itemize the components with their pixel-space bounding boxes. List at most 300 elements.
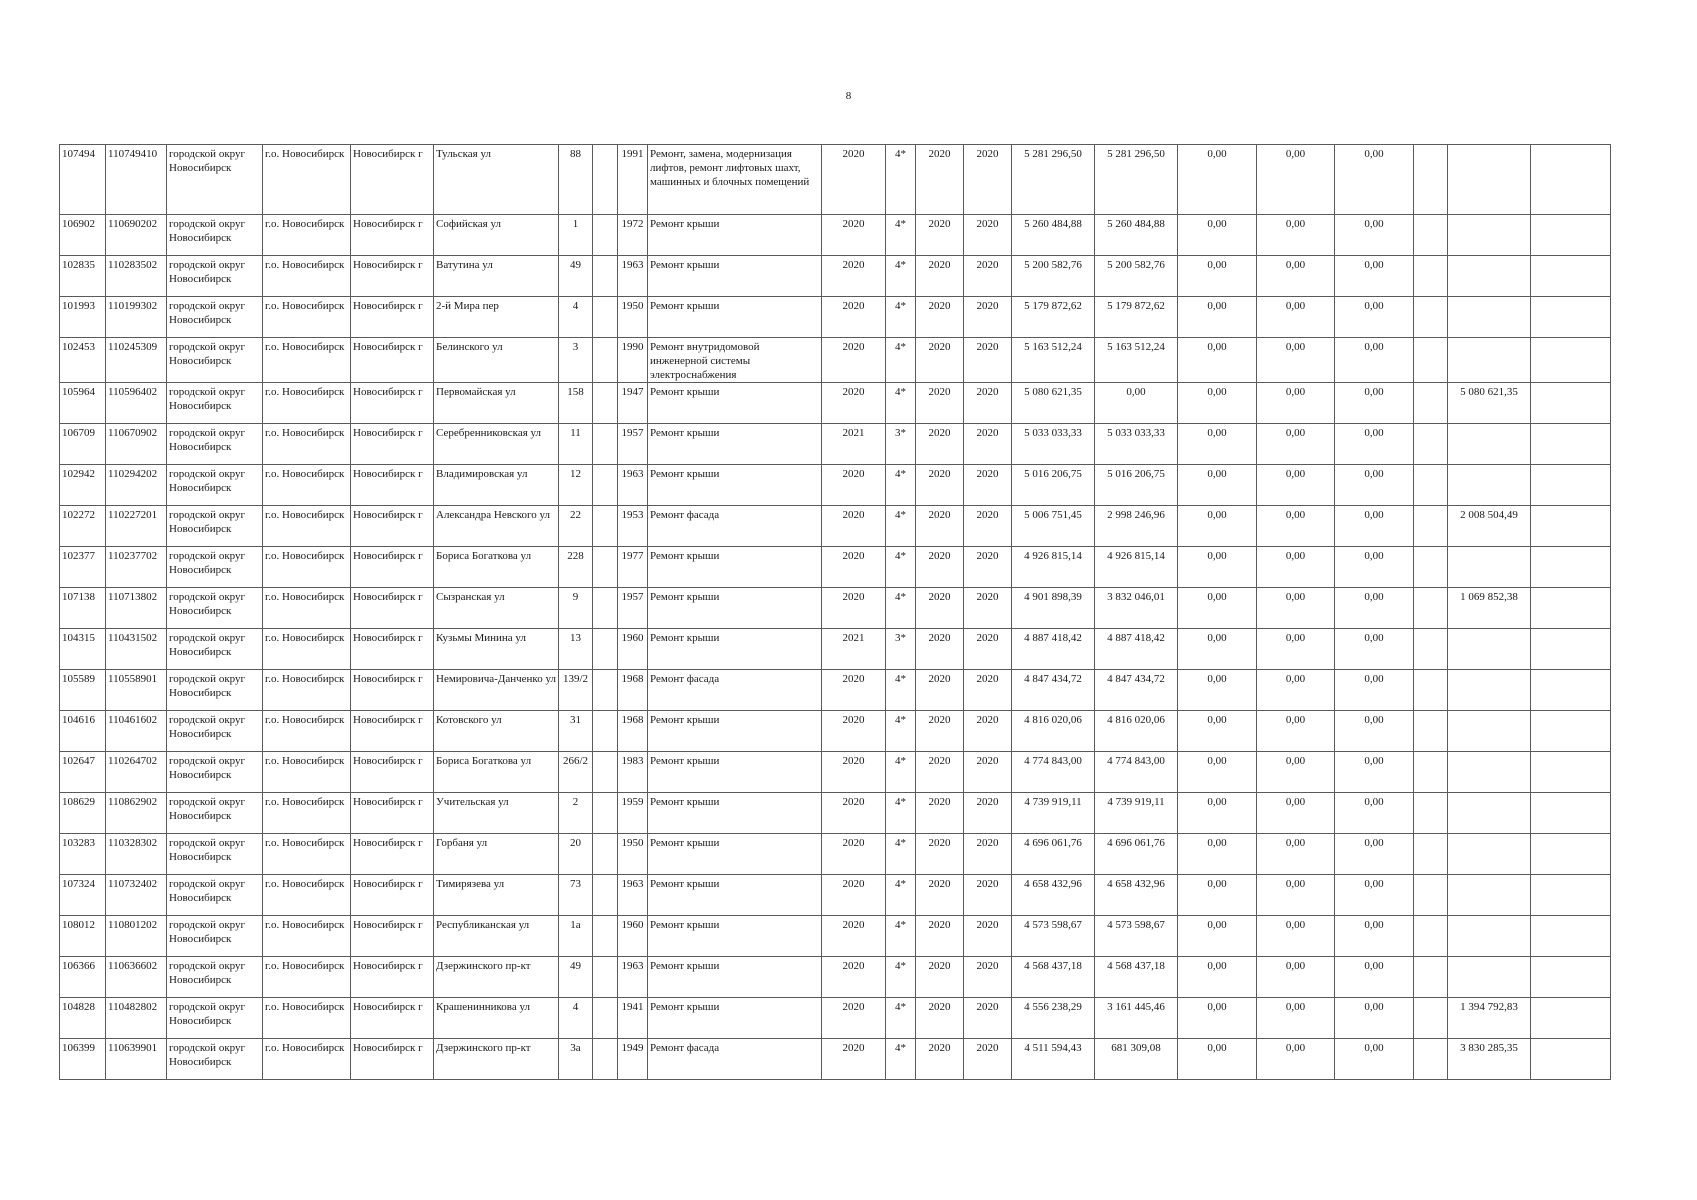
- object-code-cell: 110596402: [106, 383, 167, 424]
- budget-share-3-cell: 0,00: [1335, 256, 1414, 297]
- object-code-cell: 110713802: [106, 588, 167, 629]
- repair-work-type-cell: Ремонт крыши: [648, 957, 822, 998]
- street-cell: Бориса Богаткова ул: [434, 547, 559, 588]
- table-row: [60, 629, 1611, 670]
- empty-cell: [1531, 383, 1611, 424]
- municipal-district-cell: городской округ Новосибирск: [167, 711, 263, 752]
- period-to-cell: 2020: [964, 588, 1012, 629]
- period-from-cell: 2020: [916, 875, 964, 916]
- budget-share-1-cell: 0,00: [1178, 998, 1257, 1039]
- budget-share-3-cell: 0,00: [1335, 957, 1414, 998]
- city-cell: Новосибирск г: [351, 465, 434, 506]
- budget-share-3-cell: 0,00: [1335, 506, 1414, 547]
- owner-funds-cell: [1448, 465, 1531, 506]
- regional-fund-cost-cell: 0,00: [1095, 383, 1178, 424]
- table-row: [60, 588, 1611, 629]
- build-year-cell: 1957: [618, 588, 648, 629]
- empty-cell: [1531, 588, 1611, 629]
- house-number-cell: 73: [559, 875, 593, 916]
- period-from-cell: 2020: [916, 670, 964, 711]
- planned-year-cell: 2020: [822, 338, 886, 383]
- build-year-cell: 1960: [618, 629, 648, 670]
- planned-year-cell: 2020: [822, 834, 886, 875]
- budget-share-1-cell: 0,00: [1178, 338, 1257, 383]
- category-cell: 4*: [886, 998, 916, 1039]
- budget-share-1-cell: 0,00: [1178, 506, 1257, 547]
- category-cell: 4*: [886, 834, 916, 875]
- repair-work-type-cell: Ремонт крыши: [648, 215, 822, 256]
- capital-repair-register-table: [59, 144, 1611, 1080]
- empty-cell: [593, 752, 618, 793]
- house-id-cell: 107494: [60, 145, 106, 215]
- owner-funds-cell: 2 008 504,49: [1448, 506, 1531, 547]
- repair-work-type-cell: Ремонт крыши: [648, 629, 822, 670]
- regional-fund-cost-cell: 5 163 512,24: [1095, 338, 1178, 383]
- municipal-district-cell: городской округ Новосибирск: [167, 506, 263, 547]
- house-number-cell: 3а: [559, 1039, 593, 1080]
- page-number: 8: [845, 90, 852, 102]
- owner-funds-cell: [1448, 875, 1531, 916]
- empty-cell: [593, 256, 618, 297]
- budget-share-1-cell: 0,00: [1178, 752, 1257, 793]
- repair-work-type-cell: Ремонт крыши: [648, 297, 822, 338]
- street-cell: 2-й Мира пер: [434, 297, 559, 338]
- period-to-cell: 2020: [964, 916, 1012, 957]
- budget-share-2-cell: 0,00: [1257, 752, 1335, 793]
- object-code-cell: 110264702: [106, 752, 167, 793]
- build-year-cell: 1990: [618, 338, 648, 383]
- period-from-cell: 2020: [916, 916, 964, 957]
- repair-work-type-cell: Ремонт, замена, модернизация лифтов, ремонт лифтовых шахт, машинных и блочных помещений: [648, 145, 822, 215]
- period-to-cell: 2020: [964, 629, 1012, 670]
- owner-funds-cell: [1448, 256, 1531, 297]
- category-cell: 4*: [886, 465, 916, 506]
- empty-cell: [1531, 752, 1611, 793]
- empty-cell: [593, 834, 618, 875]
- repair-work-type-cell: Ремонт крыши: [648, 875, 822, 916]
- period-to-cell: 2020: [964, 957, 1012, 998]
- city-cell: Новосибирск г: [351, 670, 434, 711]
- period-from-cell: 2020: [916, 424, 964, 465]
- repair-work-type-cell: Ремонт крыши: [648, 793, 822, 834]
- budget-share-1-cell: 0,00: [1178, 297, 1257, 338]
- budget-share-2-cell: 0,00: [1257, 957, 1335, 998]
- total-cost-cell: 5 281 296,50: [1012, 145, 1095, 215]
- city-cell: Новосибирск г: [351, 547, 434, 588]
- budget-share-3-cell: 0,00: [1335, 711, 1414, 752]
- house-number-cell: 9: [559, 588, 593, 629]
- total-cost-cell: 4 847 434,72: [1012, 670, 1095, 711]
- empty-cell: [1414, 215, 1448, 256]
- object-code-cell: 110670902: [106, 424, 167, 465]
- empty-cell: [1414, 916, 1448, 957]
- city-cell: Новосибирск г: [351, 629, 434, 670]
- house-id-cell: 102942: [60, 465, 106, 506]
- house-number-cell: 266/2: [559, 752, 593, 793]
- municipal-district-cell: городской округ Новосибирск: [167, 383, 263, 424]
- municipal-district-cell: городской округ Новосибирск: [167, 256, 263, 297]
- table-row: [60, 506, 1611, 547]
- table-row: [60, 424, 1611, 465]
- empty-cell: [593, 215, 618, 256]
- period-to-cell: 2020: [964, 752, 1012, 793]
- build-year-cell: 1949: [618, 1039, 648, 1080]
- empty-cell: [1531, 215, 1611, 256]
- object-code-cell: 110431502: [106, 629, 167, 670]
- street-cell: Серебренниковская ул: [434, 424, 559, 465]
- budget-share-3-cell: 0,00: [1335, 875, 1414, 916]
- build-year-cell: 1947: [618, 383, 648, 424]
- budget-share-2-cell: 0,00: [1257, 793, 1335, 834]
- municipal-district-cell: городской округ Новосибирск: [167, 588, 263, 629]
- urban-okrug-cell: г.о. Новосибирск: [263, 998, 351, 1039]
- total-cost-cell: 4 901 898,39: [1012, 588, 1095, 629]
- budget-share-3-cell: 0,00: [1335, 629, 1414, 670]
- category-cell: 4*: [886, 297, 916, 338]
- street-cell: Горбаня ул: [434, 834, 559, 875]
- table-row: [60, 670, 1611, 711]
- empty-cell: [1414, 297, 1448, 338]
- municipal-district-cell: городской округ Новосибирск: [167, 670, 263, 711]
- budget-share-1-cell: 0,00: [1178, 465, 1257, 506]
- budget-share-2-cell: 0,00: [1257, 145, 1335, 215]
- repair-work-type-cell: Ремонт крыши: [648, 916, 822, 957]
- total-cost-cell: 5 006 751,45: [1012, 506, 1095, 547]
- period-from-cell: 2020: [916, 998, 964, 1039]
- total-cost-cell: 5 179 872,62: [1012, 297, 1095, 338]
- period-to-cell: 2020: [964, 338, 1012, 383]
- street-cell: Дзержинского пр-кт: [434, 1039, 559, 1080]
- total-cost-cell: 4 926 815,14: [1012, 547, 1095, 588]
- empty-cell: [1414, 465, 1448, 506]
- empty-cell: [1414, 875, 1448, 916]
- period-from-cell: 2020: [916, 338, 964, 383]
- repair-work-type-cell: Ремонт фасада: [648, 1039, 822, 1080]
- object-code-cell: 110801202: [106, 916, 167, 957]
- house-number-cell: 12: [559, 465, 593, 506]
- table-row: [60, 215, 1611, 256]
- object-code-cell: 110199302: [106, 297, 167, 338]
- empty-cell: [593, 629, 618, 670]
- planned-year-cell: 2020: [822, 916, 886, 957]
- regional-fund-cost-cell: 4 658 432,96: [1095, 875, 1178, 916]
- build-year-cell: 1983: [618, 752, 648, 793]
- city-cell: Новосибирск г: [351, 215, 434, 256]
- budget-share-3-cell: 0,00: [1335, 793, 1414, 834]
- planned-year-cell: 2020: [822, 588, 886, 629]
- city-cell: Новосибирск г: [351, 711, 434, 752]
- house-number-cell: 158: [559, 383, 593, 424]
- budget-share-2-cell: 0,00: [1257, 547, 1335, 588]
- period-from-cell: 2020: [916, 1039, 964, 1080]
- city-cell: Новосибирск г: [351, 506, 434, 547]
- urban-okrug-cell: г.о. Новосибирск: [263, 670, 351, 711]
- owner-funds-cell: [1448, 752, 1531, 793]
- total-cost-cell: 4 739 919,11: [1012, 793, 1095, 834]
- build-year-cell: 1977: [618, 547, 648, 588]
- budget-share-3-cell: 0,00: [1335, 297, 1414, 338]
- municipal-district-cell: городской округ Новосибирск: [167, 215, 263, 256]
- table-row: [60, 1039, 1611, 1080]
- house-id-cell: 104315: [60, 629, 106, 670]
- city-cell: Новосибирск г: [351, 297, 434, 338]
- budget-share-3-cell: 0,00: [1335, 998, 1414, 1039]
- object-code-cell: 110237702: [106, 547, 167, 588]
- budget-share-2-cell: 0,00: [1257, 383, 1335, 424]
- repair-work-type-cell: Ремонт крыши: [648, 998, 822, 1039]
- period-to-cell: 2020: [964, 547, 1012, 588]
- total-cost-cell: 4 568 437,18: [1012, 957, 1095, 998]
- empty-cell: [1414, 506, 1448, 547]
- budget-share-2-cell: 0,00: [1257, 629, 1335, 670]
- category-cell: 4*: [886, 506, 916, 547]
- city-cell: Новосибирск г: [351, 793, 434, 834]
- street-cell: Белинского ул: [434, 338, 559, 383]
- owner-funds-cell: [1448, 424, 1531, 465]
- regional-fund-cost-cell: 5 281 296,50: [1095, 145, 1178, 215]
- regional-fund-cost-cell: 4 816 020,06: [1095, 711, 1178, 752]
- category-cell: 4*: [886, 383, 916, 424]
- budget-share-1-cell: 0,00: [1178, 875, 1257, 916]
- table-row: [60, 145, 1611, 215]
- house-number-cell: 13: [559, 629, 593, 670]
- regional-fund-cost-cell: 5 200 582,76: [1095, 256, 1178, 297]
- owner-funds-cell: [1448, 547, 1531, 588]
- budget-share-1-cell: 0,00: [1178, 793, 1257, 834]
- repair-work-type-cell: Ремонт крыши: [648, 256, 822, 297]
- budget-share-3-cell: 0,00: [1335, 383, 1414, 424]
- budget-share-1-cell: 0,00: [1178, 629, 1257, 670]
- period-to-cell: 2020: [964, 998, 1012, 1039]
- object-code-cell: 110749410: [106, 145, 167, 215]
- budget-share-1-cell: 0,00: [1178, 424, 1257, 465]
- repair-work-type-cell: Ремонт крыши: [648, 547, 822, 588]
- object-code-cell: 110227201: [106, 506, 167, 547]
- planned-year-cell: 2020: [822, 383, 886, 424]
- house-id-cell: 107324: [60, 875, 106, 916]
- regional-fund-cost-cell: 2 998 246,96: [1095, 506, 1178, 547]
- house-id-cell: 106366: [60, 957, 106, 998]
- empty-cell: [1414, 998, 1448, 1039]
- category-cell: 3*: [886, 424, 916, 465]
- period-to-cell: 2020: [964, 383, 1012, 424]
- street-cell: Тульская ул: [434, 145, 559, 215]
- period-from-cell: 2020: [916, 834, 964, 875]
- empty-cell: [593, 145, 618, 215]
- regional-fund-cost-cell: 3 161 445,46: [1095, 998, 1178, 1039]
- house-id-cell: 108012: [60, 916, 106, 957]
- city-cell: Новосибирск г: [351, 383, 434, 424]
- build-year-cell: 1968: [618, 711, 648, 752]
- period-from-cell: 2020: [916, 383, 964, 424]
- object-code-cell: 110283502: [106, 256, 167, 297]
- build-year-cell: 1957: [618, 424, 648, 465]
- regional-fund-cost-cell: 4 926 815,14: [1095, 547, 1178, 588]
- house-id-cell: 102377: [60, 547, 106, 588]
- period-from-cell: 2020: [916, 793, 964, 834]
- empty-cell: [1414, 424, 1448, 465]
- municipal-district-cell: городской округ Новосибирск: [167, 465, 263, 506]
- house-id-cell: 106902: [60, 215, 106, 256]
- street-cell: Учительская ул: [434, 793, 559, 834]
- municipal-district-cell: городской округ Новосибирск: [167, 297, 263, 338]
- empty-cell: [1531, 793, 1611, 834]
- object-code-cell: 110558901: [106, 670, 167, 711]
- planned-year-cell: 2020: [822, 711, 886, 752]
- street-cell: Первомайская ул: [434, 383, 559, 424]
- build-year-cell: 1991: [618, 145, 648, 215]
- city-cell: Новосибирск г: [351, 256, 434, 297]
- table-row: [60, 752, 1611, 793]
- regional-fund-cost-cell: 3 832 046,01: [1095, 588, 1178, 629]
- urban-okrug-cell: г.о. Новосибирск: [263, 834, 351, 875]
- period-from-cell: 2020: [916, 506, 964, 547]
- regional-fund-cost-cell: 5 179 872,62: [1095, 297, 1178, 338]
- house-id-cell: 102272: [60, 506, 106, 547]
- house-id-cell: 105964: [60, 383, 106, 424]
- budget-share-3-cell: 0,00: [1335, 465, 1414, 506]
- table-row: [60, 338, 1611, 383]
- house-number-cell: 1: [559, 215, 593, 256]
- planned-year-cell: 2021: [822, 629, 886, 670]
- owner-funds-cell: 1 069 852,38: [1448, 588, 1531, 629]
- period-to-cell: 2020: [964, 424, 1012, 465]
- repair-work-type-cell: Ремонт фасада: [648, 670, 822, 711]
- urban-okrug-cell: г.о. Новосибирск: [263, 957, 351, 998]
- total-cost-cell: 4 511 594,43: [1012, 1039, 1095, 1080]
- budget-share-2-cell: 0,00: [1257, 670, 1335, 711]
- city-cell: Новосибирск г: [351, 875, 434, 916]
- empty-cell: [1531, 875, 1611, 916]
- empty-cell: [1531, 998, 1611, 1039]
- category-cell: 4*: [886, 875, 916, 916]
- empty-cell: [593, 547, 618, 588]
- city-cell: Новосибирск г: [351, 145, 434, 215]
- category-cell: 4*: [886, 588, 916, 629]
- repair-work-type-cell: Ремонт крыши: [648, 424, 822, 465]
- empty-cell: [1531, 256, 1611, 297]
- empty-cell: [1414, 711, 1448, 752]
- empty-cell: [593, 711, 618, 752]
- budget-share-1-cell: 0,00: [1178, 957, 1257, 998]
- budget-share-3-cell: 0,00: [1335, 145, 1414, 215]
- build-year-cell: 1941: [618, 998, 648, 1039]
- repair-work-type-cell: Ремонт крыши: [648, 588, 822, 629]
- table-row: [60, 793, 1611, 834]
- budget-share-3-cell: 0,00: [1335, 834, 1414, 875]
- object-code-cell: 110294202: [106, 465, 167, 506]
- empty-cell: [1531, 547, 1611, 588]
- municipal-district-cell: городской округ Новосибирск: [167, 145, 263, 215]
- planned-year-cell: 2020: [822, 297, 886, 338]
- empty-cell: [593, 957, 618, 998]
- build-year-cell: 1960: [618, 916, 648, 957]
- empty-cell: [1414, 629, 1448, 670]
- regional-fund-cost-cell: 4 739 919,11: [1095, 793, 1178, 834]
- street-cell: Дзержинского пр-кт: [434, 957, 559, 998]
- owner-funds-cell: [1448, 957, 1531, 998]
- repair-work-type-cell: Ремонт крыши: [648, 834, 822, 875]
- period-from-cell: 2020: [916, 256, 964, 297]
- total-cost-cell: 4 816 020,06: [1012, 711, 1095, 752]
- owner-funds-cell: [1448, 338, 1531, 383]
- empty-cell: [593, 1039, 618, 1080]
- period-to-cell: 2020: [964, 506, 1012, 547]
- street-cell: Бориса Богаткова ул: [434, 752, 559, 793]
- planned-year-cell: 2020: [822, 752, 886, 793]
- street-cell: Ватутина ул: [434, 256, 559, 297]
- empty-cell: [1531, 670, 1611, 711]
- street-cell: Котовского ул: [434, 711, 559, 752]
- empty-cell: [1531, 1039, 1611, 1080]
- period-from-cell: 2020: [916, 711, 964, 752]
- owner-funds-cell: 3 830 285,35: [1448, 1039, 1531, 1080]
- street-cell: Республиканская ул: [434, 916, 559, 957]
- build-year-cell: 1963: [618, 957, 648, 998]
- city-cell: Новосибирск г: [351, 916, 434, 957]
- city-cell: Новосибирск г: [351, 1039, 434, 1080]
- build-year-cell: 1959: [618, 793, 648, 834]
- planned-year-cell: 2020: [822, 670, 886, 711]
- owner-funds-cell: [1448, 711, 1531, 752]
- category-cell: 4*: [886, 215, 916, 256]
- period-from-cell: 2020: [916, 215, 964, 256]
- budget-share-2-cell: 0,00: [1257, 256, 1335, 297]
- period-from-cell: 2020: [916, 297, 964, 338]
- municipal-district-cell: городской округ Новосибирск: [167, 834, 263, 875]
- table-row: [60, 465, 1611, 506]
- planned-year-cell: 2020: [822, 506, 886, 547]
- build-year-cell: 1963: [618, 256, 648, 297]
- total-cost-cell: 4 696 061,76: [1012, 834, 1095, 875]
- house-number-cell: 228: [559, 547, 593, 588]
- house-id-cell: 104616: [60, 711, 106, 752]
- planned-year-cell: 2021: [822, 424, 886, 465]
- category-cell: 4*: [886, 916, 916, 957]
- house-id-cell: 102647: [60, 752, 106, 793]
- street-cell: Кузьмы Минина ул: [434, 629, 559, 670]
- budget-share-2-cell: 0,00: [1257, 834, 1335, 875]
- house-id-cell: 106399: [60, 1039, 106, 1080]
- house-id-cell: 108629: [60, 793, 106, 834]
- urban-okrug-cell: г.о. Новосибирск: [263, 424, 351, 465]
- city-cell: Новосибирск г: [351, 338, 434, 383]
- build-year-cell: 1963: [618, 465, 648, 506]
- house-id-cell: 103283: [60, 834, 106, 875]
- house-number-cell: 20: [559, 834, 593, 875]
- regional-fund-cost-cell: 4 774 843,00: [1095, 752, 1178, 793]
- regional-fund-cost-cell: 4 573 598,67: [1095, 916, 1178, 957]
- category-cell: 4*: [886, 145, 916, 215]
- budget-share-2-cell: 0,00: [1257, 338, 1335, 383]
- budget-share-1-cell: 0,00: [1178, 670, 1257, 711]
- budget-share-2-cell: 0,00: [1257, 424, 1335, 465]
- table-row: [60, 256, 1611, 297]
- city-cell: Новосибирск г: [351, 998, 434, 1039]
- build-year-cell: 1972: [618, 215, 648, 256]
- budget-share-3-cell: 0,00: [1335, 547, 1414, 588]
- municipal-district-cell: городской округ Новосибирск: [167, 338, 263, 383]
- owner-funds-cell: [1448, 215, 1531, 256]
- category-cell: 4*: [886, 957, 916, 998]
- empty-cell: [1414, 588, 1448, 629]
- house-number-cell: 3: [559, 338, 593, 383]
- empty-cell: [593, 297, 618, 338]
- period-to-cell: 2020: [964, 1039, 1012, 1080]
- budget-share-3-cell: 0,00: [1335, 215, 1414, 256]
- empty-cell: [1414, 145, 1448, 215]
- period-from-cell: 2020: [916, 957, 964, 998]
